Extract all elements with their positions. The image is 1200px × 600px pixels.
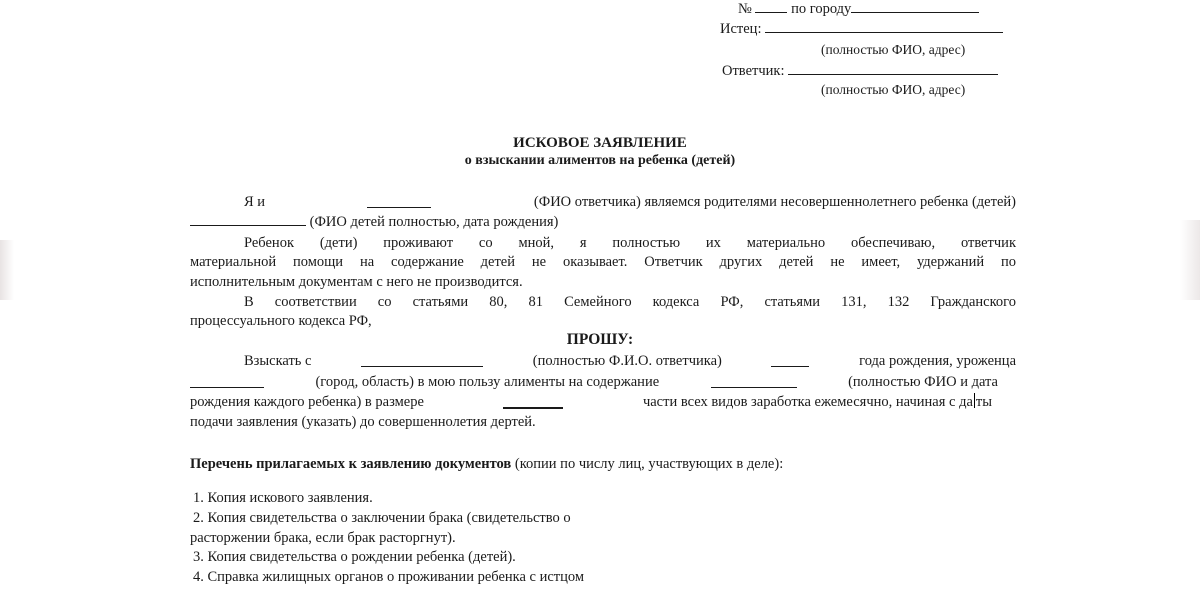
paragraph-2-line-2: материальной помощи на содержание детей не оказывает. Ответчик других детей не имеет, удержаний по — [190, 254, 1016, 270]
paragraph-1-line-1: Я и (ФИО ответчика) являемся родителями несовершеннолетнего ребенка (детей) — [244, 194, 1016, 210]
paragraph-1-line-2: (ФИО детей полностью, дата рождения) — [190, 213, 558, 231]
text-cursor — [974, 393, 975, 408]
page-shadow-right — [1180, 220, 1200, 300]
plaintiff-line: Истец: — [720, 20, 1003, 38]
attachment-item: 3. Копия свидетельства о рождении ребенка (детей). — [193, 549, 516, 565]
court-number-blank — [755, 0, 787, 13]
request-line-1: Взыскать с (полностью Ф.И.О. ответчика) года рождения, уроженца — [244, 353, 1016, 369]
defendant-name-blank — [367, 195, 431, 208]
defendant-fullname-blank — [361, 354, 483, 367]
attachments-heading: Перечень прилагаемых к заявлению документов (копии по числу лиц, участвующих в деле): — [190, 456, 784, 472]
birth-year-blank — [771, 354, 809, 367]
request-line-3: рождения каждого ребенка) в размере части всех видов заработка ежемесячно, начиная с да ты — [190, 394, 992, 410]
request-heading: ПРОШУ: — [566, 331, 634, 348]
attachment-item: 1. Копия искового заявления. — [193, 490, 373, 506]
attachment-item: 4. Справка жилищных органов о проживании ребенка с истцом — [193, 569, 585, 585]
request-line-4: подачи заявления (указать) до совершеннолетия дертей. — [190, 414, 536, 430]
paragraph-2-line-1: Ребенок (дети) проживают со мной, я полностью их материально обеспечиваю, ответчик — [244, 235, 1016, 251]
court-city-blank — [851, 0, 979, 13]
alimony-share-blank — [503, 395, 563, 409]
paragraph-3-line-1: В соответствии со статьями 80, 81 Семейного кодекса РФ, статьями 131, 132 Гражданского — [244, 294, 1016, 310]
defendant-caption: (полностью ФИО, адрес) — [821, 82, 966, 97]
birthplace-blank — [190, 375, 264, 388]
child-info-blank — [711, 375, 797, 388]
plaintiff-blank — [765, 20, 1003, 33]
document-subtitle: о взыскании алиментов на ребенка (детей) — [464, 153, 736, 168]
court-line: № по городу — [738, 0, 979, 18]
attachment-item: расторжении брака, если брак расторгнут). — [190, 530, 456, 546]
defendant-line: Ответчик: — [722, 62, 998, 80]
page-shadow-left — [0, 240, 14, 300]
request-line-2: (город, область) в мою пользу алименты на содержание (полностью ФИО и дата — [190, 373, 998, 391]
plaintiff-caption: (полностью ФИО, адрес) — [821, 42, 966, 57]
attachment-item: 2. Копия свидетельства о заключении брака (свидетельство о — [193, 510, 571, 526]
defendant-blank — [788, 62, 998, 75]
document-title: ИСКОВОЕ ЗАЯВЛЕНИЕ — [513, 135, 687, 151]
paragraph-3-line-2: процессуального кодекса РФ, — [190, 313, 372, 329]
paragraph-2-line-3: исполнительным документам с него не производится. — [190, 274, 523, 290]
children-names-blank — [190, 213, 306, 226]
